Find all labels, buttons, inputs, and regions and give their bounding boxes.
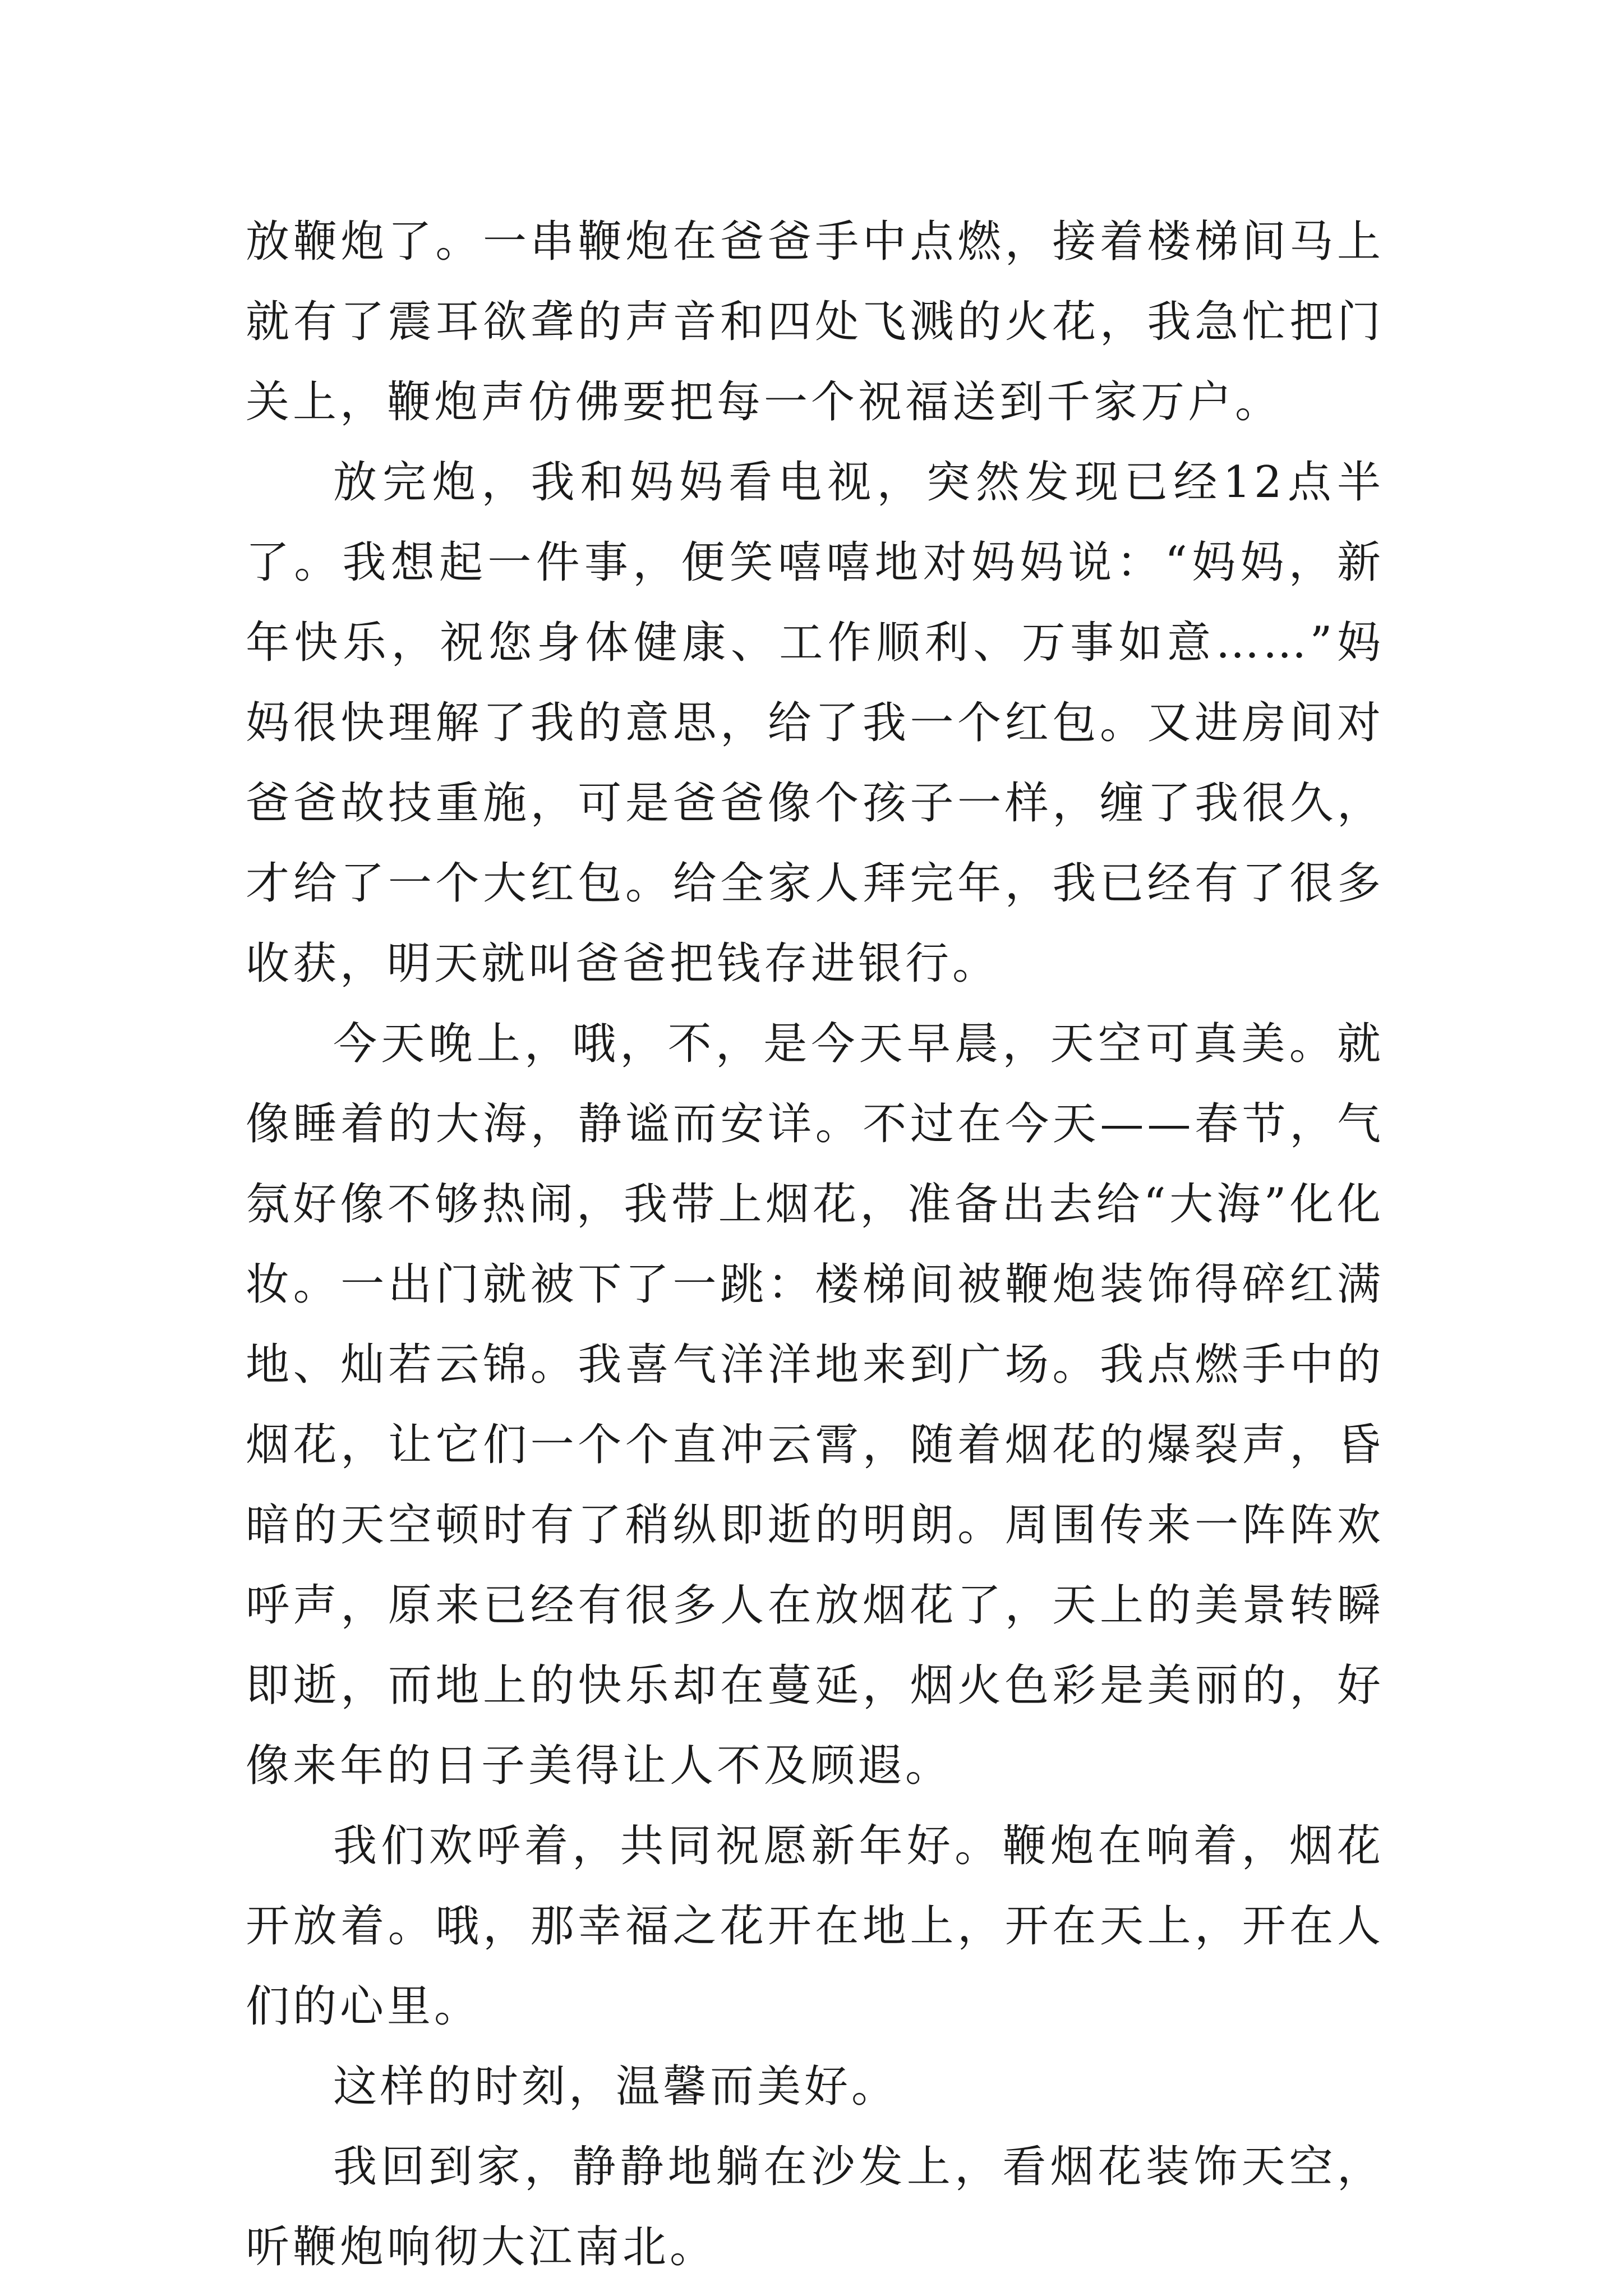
paragraph-3: 今天晚上，哦，不，是今天早晨，天空可真美。就像睡着的大海，静谧而安详。不过在今天——春节，气氛好像不够热闹，我带上烟花，准备出去给“大海”化化妆。一出门就被下了一跳：楼梯间被鞭炮装饰得碎红满地、灿若云锦。我喜气洋洋地来到广场。我点燃手中的烟花，让它们一个个直冲云霄，随着烟花的爆裂声，昏暗的天空顿时有了稍纵即逝的明朗。周围传来一阵阵欢呼声，原来已经有很多人在放烟花了，天上的美景转瞬即逝，而地上的快乐却在蔓延，烟火色彩是美丽的，好像来年的日子美得让人不及顾遐。 <box>246 1019 1384 1791</box>
paragraph-5: 这样的时刻，温馨而美好。 <box>333 2062 899 2112</box>
document-body <box>246 202 1384 2288</box>
paragraph-6: 我回到家，静静地躺在沙发上，看烟花装饰天空，听鞭炮响彻大江南北。 <box>246 2142 1384 2272</box>
paragraph-4: 我们欢呼着，共同祝愿新年好。鞭炮在响着，烟花开放着。哦，那幸福之花开在地上，开在天上，开在人们的心里。 <box>246 1821 1384 2032</box>
paragraph-1: 放鞭炮了。一串鞭炮在爸爸手中点燃，接着楼梯间马上就有了震耳欲聋的声音和四处飞溅的火花，我急忙把门关上，鞭炮声仿佛要把每一个祝福送到千家万户。 <box>246 217 1384 427</box>
paragraph-2: 放完炮，我和妈妈看电视，突然发现已经12点半了。我想起一件事，便笑嘻嘻地对妈妈说：“妈妈，新年快乐，祝您身体健康、工作顺利、万事如意……”妈妈很快理解了我的意思，给了我一个红包。又进房间对爸爸故技重施，可是爸爸像个孩子一样，缠了我很久，才给了一个大红包。给全家人拜完年，我已经有了很多收获，明天就叫爸爸把钱存进银行。 <box>246 457 1384 989</box>
